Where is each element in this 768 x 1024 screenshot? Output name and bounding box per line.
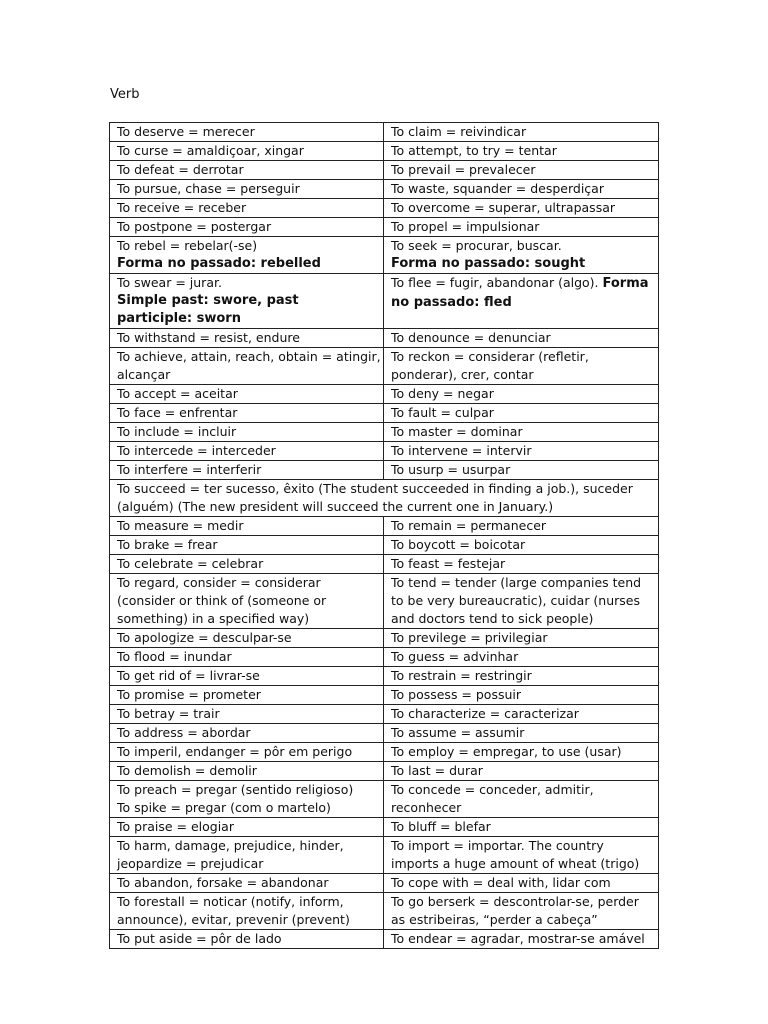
cell-line: (consider or think of (someone or xyxy=(117,593,327,608)
table-cell-right xyxy=(384,142,659,161)
cell-line: To pursue, chase = perseguir xyxy=(117,181,300,196)
cell-line: To bluff = blefar xyxy=(391,819,491,834)
table-cell-right xyxy=(384,837,659,874)
cell-line: To betray = trair xyxy=(117,706,220,721)
table-row xyxy=(110,348,659,385)
table-cell-left xyxy=(110,629,384,648)
table-row xyxy=(110,404,659,423)
table-row xyxy=(110,442,659,461)
table-row xyxy=(110,237,659,274)
table-row xyxy=(110,142,659,161)
cell-line: To restrain = restringir xyxy=(391,668,532,683)
cell-bold-note: Forma no passado: sought xyxy=(391,256,586,271)
cell-line: something) in a specified way) xyxy=(117,611,310,626)
table-cell-left xyxy=(110,837,384,874)
cell-line: To rebel = rebelar(-se) xyxy=(117,238,258,253)
table-row xyxy=(110,123,659,142)
table-cell-left xyxy=(110,329,384,348)
cell-line: to be very bureaucratic), cuidar (nurses xyxy=(391,593,641,608)
table-cell-right xyxy=(384,385,659,404)
cell-line: To receive = receber xyxy=(117,200,247,215)
table-cell-right xyxy=(384,574,659,629)
table-row xyxy=(110,218,659,237)
table-cell-left xyxy=(110,517,384,536)
table-cell-left xyxy=(110,180,384,199)
table-cell-right xyxy=(384,123,659,142)
cell-line: To spike = pregar (com o martelo) xyxy=(117,800,331,815)
table-cell-right xyxy=(384,348,659,385)
table-row xyxy=(110,385,659,404)
table-cell-right xyxy=(384,274,659,329)
table-cell-right xyxy=(384,667,659,686)
cell-line: To flood = inundar xyxy=(117,649,232,664)
cell-line: (alguém) (The new president will succeed the current one in January.) xyxy=(117,499,554,514)
table-cell-left xyxy=(110,348,384,385)
table-row xyxy=(110,874,659,893)
table-cell-right xyxy=(384,555,659,574)
table-cell-right xyxy=(384,781,659,818)
table-row xyxy=(110,329,659,348)
cell-bold-note: Simple past: swore, past participle: sworn xyxy=(117,293,299,326)
table-row xyxy=(110,274,659,329)
cell-line: To master = dominar xyxy=(391,424,523,439)
cell-line: To attempt, to try = tentar xyxy=(391,143,557,158)
cell-line: To employ = empregar, to use (usar) xyxy=(391,744,622,759)
table-cell-right xyxy=(384,329,659,348)
cell-line: To praise = elogiar xyxy=(117,819,234,834)
table-cell-right xyxy=(384,874,659,893)
cell-line: To regard, consider = considerar xyxy=(117,575,321,590)
table-row xyxy=(110,762,659,781)
cell-line: To import = importar. The country xyxy=(391,838,604,853)
table-cell-right xyxy=(384,629,659,648)
table-cell-right xyxy=(384,461,659,480)
table-cell-left xyxy=(110,199,384,218)
table-row xyxy=(110,893,659,930)
cell-line: To demolish = demolir xyxy=(117,763,257,778)
cell-line: To postpone = postergar xyxy=(117,219,272,234)
table-cell-right xyxy=(384,199,659,218)
cell-line: To concede = conceder, admitir, xyxy=(391,782,594,797)
table-row xyxy=(110,837,659,874)
cell-line: To defeat = derrotar xyxy=(117,162,244,177)
cell-line: To celebrate = celebrar xyxy=(117,556,264,571)
cell-line: reconhecer xyxy=(391,800,462,815)
table-cell-right xyxy=(384,218,659,237)
cell-line: To forestall = noticar (notify, inform, xyxy=(117,894,344,909)
table-cell-left xyxy=(110,574,384,629)
table-cell-left xyxy=(110,218,384,237)
cell-line: To assume = assumir xyxy=(391,725,525,740)
table-row xyxy=(110,461,659,480)
document-title: Verb xyxy=(110,87,140,102)
table-cell-left xyxy=(110,781,384,818)
cell-line: To withstand = resist, endure xyxy=(117,330,300,345)
table-row xyxy=(110,199,659,218)
table-row xyxy=(110,686,659,705)
table-cell-left xyxy=(110,667,384,686)
table-cell-left xyxy=(110,818,384,837)
cell-line: To accept = aceitar xyxy=(117,386,238,401)
cell-line: To intercede = interceder xyxy=(117,443,276,458)
table-row xyxy=(110,536,659,555)
cell-line: To fault = culpar xyxy=(391,405,494,420)
cell-line: To curse = amaldiçoar, xingar xyxy=(117,143,304,158)
cell-line: To tend = tender (large companies tend xyxy=(391,575,642,590)
table-cell-left xyxy=(110,762,384,781)
table-cell-right xyxy=(384,818,659,837)
table-cell-right xyxy=(384,893,659,930)
table-cell-right xyxy=(384,423,659,442)
cell-line: To possess = possuir xyxy=(391,687,522,702)
table-row xyxy=(110,743,659,762)
cell-line: To address = abordar xyxy=(117,725,251,740)
cell-line: To preach = pregar (sentido religioso) xyxy=(117,782,354,797)
table-cell-left xyxy=(110,893,384,930)
cell-line: To deny = negar xyxy=(391,386,494,401)
table-row xyxy=(110,705,659,724)
table-cell-right xyxy=(384,743,659,762)
cell-bold-note: Forma no passado: fled xyxy=(391,276,649,310)
table-cell-left xyxy=(110,648,384,667)
cell-line: To brake = frear xyxy=(117,537,218,552)
table-cell-left xyxy=(110,555,384,574)
cell-line: To waste, squander = desperdiçar xyxy=(391,181,604,196)
cell-line: To swear = jurar. xyxy=(117,275,222,290)
cell-line: To put aside = pôr de lado xyxy=(117,931,282,946)
cell-line: To cope with = deal with, lidar com xyxy=(391,875,611,890)
cell-line: alcançar xyxy=(117,367,171,382)
table-cell-left xyxy=(110,461,384,480)
table-cell-right xyxy=(384,536,659,555)
cell-line: and doctors tend to sick people) xyxy=(391,611,594,626)
table-cell-span xyxy=(110,480,659,517)
cell-bold-note: Forma no passado: rebelled xyxy=(117,256,321,271)
table-row xyxy=(110,724,659,743)
cell-line: To deserve = merecer xyxy=(117,124,255,139)
table-row xyxy=(110,667,659,686)
cell-line: To last = durar xyxy=(391,763,483,778)
cell-line: To propel = impulsionar xyxy=(391,219,540,234)
table-row xyxy=(110,818,659,837)
table-cell-left xyxy=(110,930,384,949)
vocabulary-table xyxy=(109,122,659,949)
cell-line: To claim = reivindicar xyxy=(391,124,527,139)
cell-line: imports a huge amount of wheat (trigo) xyxy=(391,856,640,871)
table-cell-right xyxy=(384,648,659,667)
cell-line: To succeed = ter sucesso, êxito (The student succeeded in finding a job.), suceder xyxy=(117,481,633,496)
cell-line: jeopardize = prejudicar xyxy=(117,856,264,871)
table-cell-left xyxy=(110,724,384,743)
cell-line: To intervene = intervir xyxy=(391,443,532,458)
table-cell-left xyxy=(110,123,384,142)
table-cell-left xyxy=(110,536,384,555)
cell-line: To apologize = desculpar-se xyxy=(117,630,292,645)
cell-line: To interfere = interferir xyxy=(117,462,262,477)
cell-line: To harm, damage, prejudice, hinder, xyxy=(117,838,344,853)
cell-line: To overcome = superar, ultrapassar xyxy=(391,200,615,215)
table-cell-left xyxy=(110,142,384,161)
cell-line: To usurp = usurpar xyxy=(391,462,511,477)
table-row xyxy=(110,161,659,180)
cell-line: To previlege = privilegiar xyxy=(391,630,548,645)
cell-line: To measure = medir xyxy=(117,518,244,533)
cell-line: To boycott = boicotar xyxy=(391,537,526,552)
table-cell-right xyxy=(384,237,659,274)
table-cell-right xyxy=(384,404,659,423)
cell-line: To feast = festejar xyxy=(391,556,506,571)
table-cell-right xyxy=(384,517,659,536)
table-cell-right xyxy=(384,930,659,949)
table-cell-left xyxy=(110,274,384,329)
table-cell-left xyxy=(110,385,384,404)
table-cell-left xyxy=(110,743,384,762)
table-cell-left xyxy=(110,705,384,724)
cell-line: To achieve, attain, reach, obtain = atingir, xyxy=(117,349,381,364)
cell-line: To face = enfrentar xyxy=(117,405,238,420)
cell-line: To flee = fugir, abandonar (algo). xyxy=(391,275,599,290)
cell-line: To guess = advinhar xyxy=(391,649,519,664)
cell-line: To imperil, endanger = pôr em perigo xyxy=(117,744,353,759)
cell-line: To remain = permanecer xyxy=(391,518,547,533)
table-cell-left xyxy=(110,442,384,461)
table-cell-left xyxy=(110,404,384,423)
cell-line: To reckon = considerar (refletir, xyxy=(391,349,589,364)
table-cell-left xyxy=(110,423,384,442)
cell-line: To go berserk = descontrolar-se, perder xyxy=(391,894,639,909)
table-cell-right xyxy=(384,686,659,705)
table-row xyxy=(110,648,659,667)
cell-line: To seek = procurar, buscar. xyxy=(391,238,562,253)
table-cell-right xyxy=(384,180,659,199)
table-cell-left xyxy=(110,874,384,893)
cell-line: To denounce = denunciar xyxy=(391,330,551,345)
cell-line: To endear = agradar, mostrar-se amável xyxy=(391,931,645,946)
table-row xyxy=(110,781,659,818)
table-row xyxy=(110,574,659,629)
cell-line: as estribeiras, “perder a cabeça” xyxy=(391,912,598,927)
table-cell-left xyxy=(110,161,384,180)
table-row xyxy=(110,517,659,536)
cell-line: To prevail = prevalecer xyxy=(391,162,536,177)
table-row xyxy=(110,629,659,648)
cell-line: To promise = prometer xyxy=(117,687,261,702)
cell-line: ponderar), crer, contar xyxy=(391,367,534,382)
cell-line: To abandon, forsake = abandonar xyxy=(117,875,329,890)
table-cell-right xyxy=(384,724,659,743)
table-cell-right xyxy=(384,161,659,180)
table-row xyxy=(110,180,659,199)
cell-line: To include = incluir xyxy=(117,424,237,439)
cell-line: To get rid of = livrar-se xyxy=(117,668,260,683)
table-row xyxy=(110,930,659,949)
cell-line: announce), evitar, prevenir (prevent) xyxy=(117,912,350,927)
table-cell-right xyxy=(384,705,659,724)
table-row xyxy=(110,480,659,517)
table-cell-left xyxy=(110,237,384,274)
cell-line: To characterize = caracterizar xyxy=(391,706,579,721)
table-row xyxy=(110,555,659,574)
table-cell-left xyxy=(110,686,384,705)
table-cell-right xyxy=(384,442,659,461)
table-cell-right xyxy=(384,762,659,781)
table-row xyxy=(110,423,659,442)
